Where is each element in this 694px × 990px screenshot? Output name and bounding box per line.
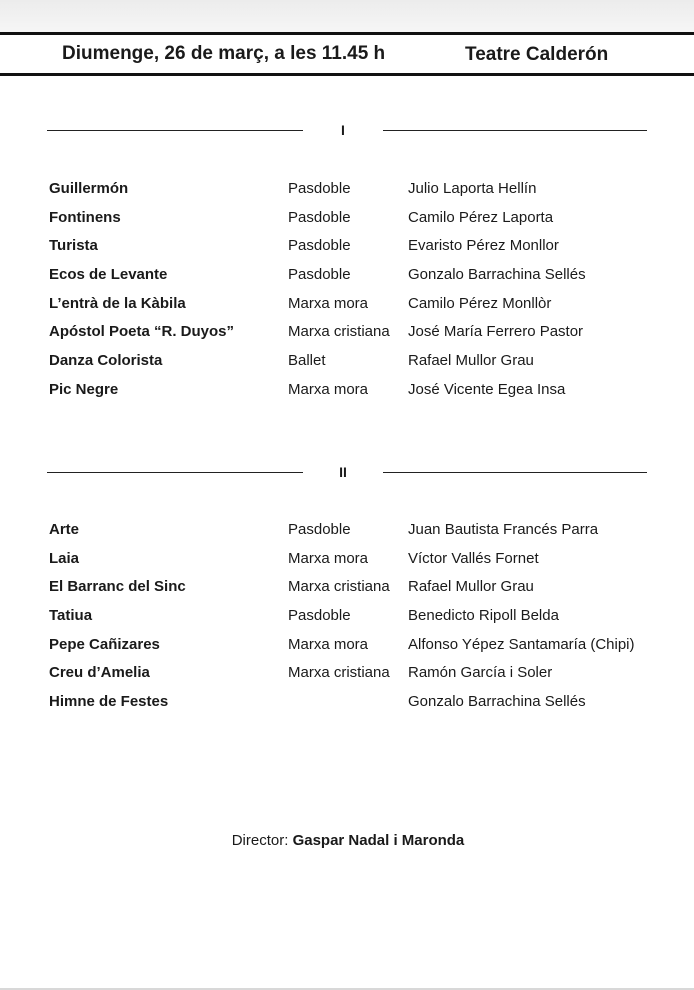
piece-genre: Marxa cristiana	[288, 323, 390, 341]
piece-title: Danza Colorista	[49, 352, 163, 370]
piece-composer: Camilo Pérez Laporta	[408, 208, 554, 226]
piece-genre: Marxa cristiana	[288, 578, 390, 596]
concert-header	[0, 32, 694, 76]
piece-composer: José María Ferrero Pastor	[408, 323, 584, 341]
piece-genre: Pasdoble	[288, 237, 351, 255]
piece-title: Pic Negre	[49, 380, 119, 398]
piece-title: Guillermón	[49, 180, 129, 197]
piece-composer: Juan Bautista Francés Parra	[408, 521, 599, 538]
program-row	[49, 577, 649, 606]
piece-composer: Ramón García i Soler	[408, 664, 553, 682]
piece-composer: Alfonso Yépez Santamaría (Chipi)	[408, 635, 635, 653]
piece-genre: Pasdoble	[288, 180, 351, 197]
divider-line	[383, 130, 647, 131]
program-row	[49, 351, 649, 380]
program-row	[49, 208, 649, 237]
program-row	[49, 294, 649, 323]
program-list-section-2	[49, 520, 649, 721]
piece-genre: Pasdoble	[288, 607, 351, 625]
piece-genre: Marxa cristiana	[288, 664, 390, 682]
section-numeral: I	[341, 122, 345, 138]
piece-genre: Pasdoble	[288, 521, 351, 538]
piece-genre: Pasdoble	[288, 208, 351, 226]
program-row	[49, 322, 649, 351]
program-row	[49, 179, 649, 208]
piece-composer: Gonzalo Barrachina Sellés	[408, 693, 586, 711]
program-list-section-1	[49, 179, 649, 409]
program-row	[49, 635, 649, 664]
piece-genre: Marxa mora	[288, 635, 369, 653]
piece-title: Laia	[49, 549, 80, 567]
section-divider-2	[47, 464, 647, 480]
program-row	[49, 692, 649, 721]
program-row	[49, 663, 649, 692]
piece-title: Ecos de Levante	[49, 266, 168, 284]
piece-composer: Benedicto Ripoll Belda	[408, 607, 559, 625]
piece-title: L’entrà de la Kàbila	[49, 294, 186, 312]
piece-composer: Rafael Mullor Grau	[408, 578, 534, 596]
divider-line	[47, 472, 303, 473]
piece-title: Apóstol Poeta “R. Duyos”	[49, 323, 235, 341]
program-row	[49, 265, 649, 294]
section-divider-1	[47, 122, 647, 138]
piece-composer: José Vicente Egea Insa	[408, 380, 566, 398]
piece-title: Pepe Cañizares	[49, 635, 160, 653]
concert-date: Diumenge, 26 de març, a les 11.45 h	[62, 43, 386, 64]
piece-genre: Marxa mora	[288, 380, 369, 398]
divider-line	[47, 130, 303, 131]
divider-line	[383, 472, 647, 473]
piece-title: Fontinens	[49, 208, 121, 226]
piece-composer: Camilo Pérez Monllòr	[408, 294, 552, 312]
program-row	[49, 520, 649, 549]
piece-composer: Gonzalo Barrachina Sellés	[408, 266, 586, 284]
director-credit	[0, 832, 694, 849]
page-top-margin	[0, 0, 694, 32]
piece-genre: Ballet	[288, 352, 326, 370]
piece-title: El Barranc del Sinc	[49, 578, 186, 596]
piece-genre: Pasdoble	[288, 266, 351, 284]
concert-venue: Teatre Calderón	[465, 44, 609, 65]
piece-title: Arte	[49, 521, 80, 538]
program-row	[49, 549, 649, 578]
piece-composer: Julio Laporta Hellín	[408, 180, 537, 197]
program-row	[49, 380, 649, 409]
piece-title: Tatiua	[49, 607, 93, 625]
piece-composer: Evaristo Pérez Monllor	[408, 237, 559, 255]
piece-title: Himne de Festes	[49, 693, 169, 711]
program-row	[49, 236, 649, 265]
piece-title: Creu d’Amelia	[49, 664, 150, 682]
piece-composer: Rafael Mullor Grau	[408, 352, 534, 370]
director-name: Gaspar Nadal i Maronda	[292, 832, 465, 849]
piece-genre: Marxa mora	[288, 294, 369, 312]
director-label: Director:	[231, 832, 293, 849]
piece-genre: Marxa mora	[288, 549, 369, 567]
program-row	[49, 606, 649, 635]
section-numeral: II	[339, 464, 347, 480]
piece-title: Turista	[49, 237, 98, 255]
piece-composer: Víctor Vallés Fornet	[408, 549, 539, 567]
